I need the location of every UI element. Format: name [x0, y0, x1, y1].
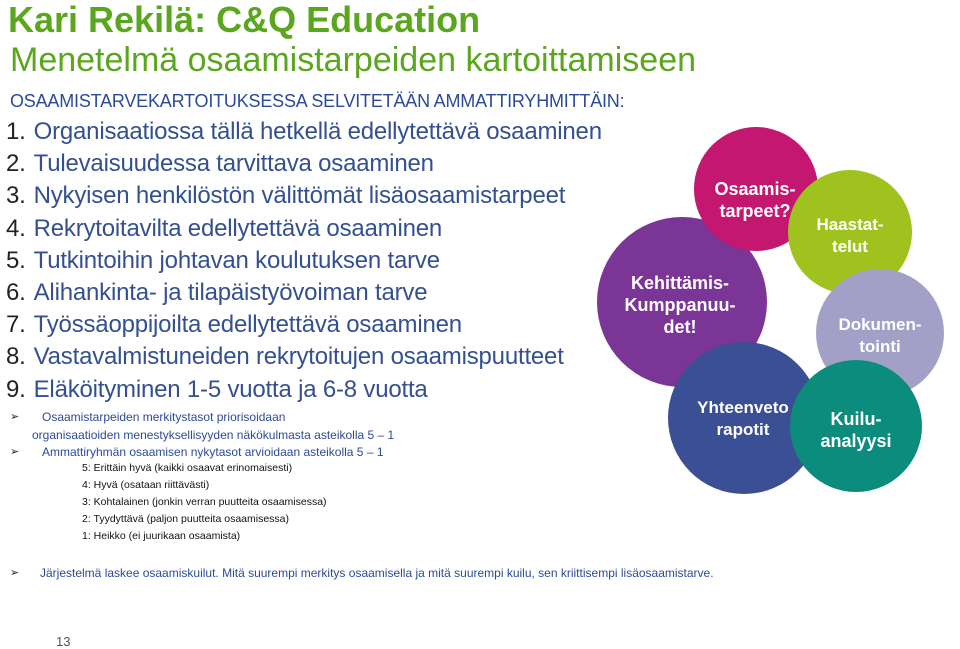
label-haastat: Haastat- telut: [816, 215, 884, 256]
arrow-bullet-icon: ➢: [10, 411, 20, 423]
scale-item-2: 2: Tyydyttävä (paljon puutteita osaamisessa): [82, 513, 290, 525]
slide-title: Kari Rekilä: C&Q Education: [8, 0, 481, 40]
label-yhteenveto: Yhteenveto rapotit: [697, 398, 789, 439]
list-item: 9. Eläköityminen 1-5 vuotta ja 6-8 vuotta: [6, 375, 428, 403]
bullet-priority-line1: Osaamistarpeiden merkitystasot priorisoidaan: [42, 410, 286, 424]
label-kehittamis: Kehittämis- Kumppanuu- det!: [624, 273, 736, 337]
list-item: 4. Rekrytoitavilta edellytettävä osaaminen: [6, 214, 443, 242]
bullet-current-level: Ammattiryhmän osaamisen nykytasot arvioidaan asteikolla 5 – 1: [42, 445, 384, 459]
list-item: 5. Tutkintoihin johtavan koulutuksen tarve: [6, 246, 440, 274]
scale-item-4: 4: Hyvä (osataan riittävästi): [82, 479, 210, 491]
arrow-bullet-icon: ➢: [10, 446, 20, 458]
list-item: 6. Alihankinta- ja tilapäistyövoiman tarve: [6, 278, 428, 306]
bullet-priority-line2: organisaatioiden menestyksellisyyden näkökulmasta asteikolla 5 – 1: [32, 428, 395, 442]
label-dokumen: Dokumen- tointi: [838, 315, 922, 356]
conclusion-text: Järjestelmä laskee osaamiskuilut. Mitä suurempi merkitys osaamisella ja mitä suurempi kuilu, sen kriittisempi lisäosaamistarve.: [40, 566, 714, 580]
list-item: 3. Nykyisen henkilöstön välittömät lisäosaamistarpeet: [6, 182, 566, 210]
label-kuilu: Kuilu- analyysi: [820, 409, 892, 451]
label-osaamis: Osaamis- tarpeet?: [714, 179, 796, 221]
scale-item-1: 1: Heikko (ei juurikaan osaamista): [82, 530, 241, 542]
list-item: 7. Työssäoppijoilta edellytettävä osaaminen: [6, 311, 462, 339]
page-number: 13: [56, 634, 71, 649]
slide-subtitle: Menetelmä osaamistarpeiden kartoittamiseen: [10, 41, 697, 79]
list-item: 1. Organisaatiossa tällä hetkellä edellytettävä osaaminen: [6, 118, 602, 145]
scale-item-5: 5: Erittäin hyvä (kaikki osaavat erinomaisesti): [82, 462, 293, 474]
scale-item-3: 3: Kohtalainen (jonkin verran puutteita osaamisessa): [82, 496, 327, 508]
list-item: 8. Vastavalmistuneiden rekrytoitujen osaamispuutteet: [6, 343, 564, 371]
arrow-bullet-icon: ➢: [10, 567, 20, 579]
list-item: 2. Tulevaisuudessa tarvittava osaaminen: [6, 150, 434, 178]
intro-heading: OSAAMISTARVEKARTOITUKSESSA SELVITETÄÄN AMMATTIRYHMITTÄIN:: [10, 91, 625, 111]
